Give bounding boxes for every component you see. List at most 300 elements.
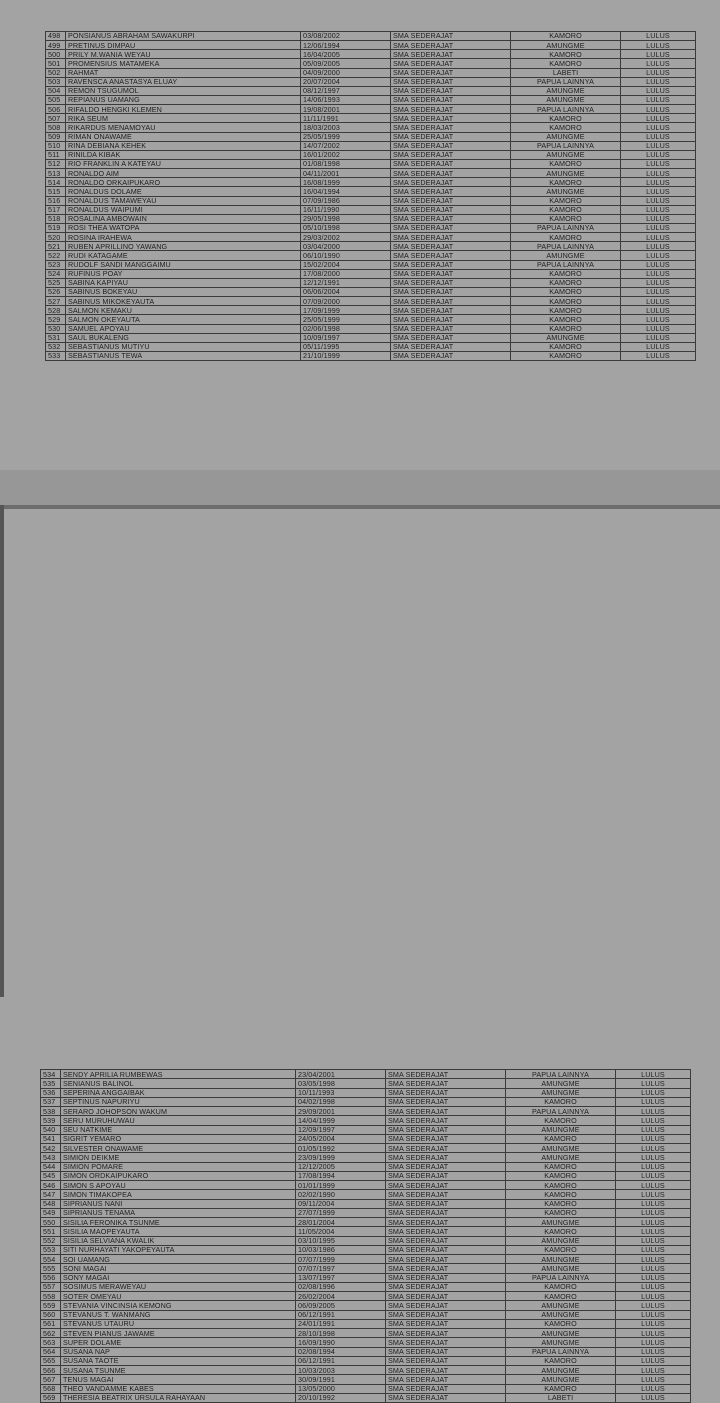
status-result: LULUS [616,1116,691,1125]
education-level: SMA SEDERAJAT [386,1070,506,1079]
education-level: SMA SEDERAJAT [391,196,511,205]
birth-date: 29/09/2001 [296,1107,386,1116]
candidate-name: ROSI THEA WATOPA [66,223,301,232]
tribe-group: KAMORO [511,342,621,351]
table-row [46,159,696,168]
tribe-group: AMUNGME [511,251,621,260]
education-level: SMA SEDERAJAT [391,214,511,223]
status-result: LULUS [621,269,696,278]
status-result: LULUS [616,1144,691,1153]
table-row [46,251,696,260]
birth-date: 09/11/2004 [296,1199,386,1208]
birth-date: 16/11/1990 [301,205,391,214]
candidate-name: SISILIA SELVIANA KWALIK [61,1236,296,1245]
table-row [46,342,696,351]
row-number: 506 [46,105,66,114]
tribe-group: KAMORO [511,233,621,242]
table-row [46,223,696,232]
candidate-name: SEBASTIANUS TEWA [66,351,301,360]
tribe-group: KAMORO [506,1116,616,1125]
birth-date: 06/09/2005 [296,1301,386,1310]
tribe-group: KAMORO [506,1190,616,1199]
candidate-name: RUDI KATAGAME [66,251,301,260]
candidate-name: SIMION DEIKME [61,1153,296,1162]
tribe-group: KAMORO [511,214,621,223]
row-number: 555 [41,1264,61,1273]
status-result: LULUS [621,169,696,178]
row-number: 551 [41,1227,61,1236]
row-number: 520 [46,233,66,242]
education-level: SMA SEDERAJAT [391,150,511,159]
birth-date: 04/11/2001 [301,169,391,178]
birth-date: 20/10/1992 [296,1393,386,1402]
row-number: 498 [46,32,66,41]
row-number: 533 [46,351,66,360]
table-row [46,86,696,95]
row-number: 521 [46,242,66,251]
tribe-group: AMUNGME [511,86,621,95]
table-row [46,306,696,315]
education-level: SMA SEDERAJAT [391,187,511,196]
status-result: LULUS [616,1292,691,1301]
birth-date: 07/07/1999 [296,1255,386,1264]
tribe-group: KAMORO [511,205,621,214]
table-row [46,68,696,77]
candidate-name: SAUL BUKALENG [66,333,301,342]
table-row [46,196,696,205]
row-number: 544 [41,1162,61,1171]
candidate-name: SERU MURUHUWAU [61,1116,296,1125]
status-result: LULUS [616,1319,691,1328]
education-level: SMA SEDERAJAT [391,141,511,150]
tribe-group: KAMORO [506,1384,616,1393]
tribe-group: KAMORO [511,278,621,287]
row-number: 542 [41,1144,61,1153]
row-number: 499 [46,41,66,50]
status-result: LULUS [616,1282,691,1291]
education-level: SMA SEDERAJAT [391,159,511,168]
tribe-group: PAPUA LAINNYA [506,1107,616,1116]
table-row [41,1245,691,1254]
birth-date: 23/04/2001 [296,1070,386,1079]
birth-date: 03/08/2002 [301,32,391,41]
tribe-group: AMUNGME [506,1125,616,1134]
education-level: SMA SEDERAJAT [391,315,511,324]
row-number: 532 [46,342,66,351]
education-level: SMA SEDERAJAT [386,1273,506,1282]
status-result: LULUS [616,1347,691,1356]
status-result: LULUS [621,159,696,168]
row-number: 510 [46,141,66,150]
row-number: 526 [46,287,66,296]
tribe-group: PAPUA LAINNYA [506,1070,616,1079]
candidate-name: SEPERINA ANGGAIBAK [61,1088,296,1097]
status-result: LULUS [616,1329,691,1338]
row-number: 531 [46,333,66,342]
tribe-group: KAMORO [506,1227,616,1236]
row-number: 522 [46,251,66,260]
education-level: SMA SEDERAJAT [386,1208,506,1217]
table-row [41,1107,691,1116]
education-level: SMA SEDERAJAT [386,1375,506,1384]
page-separator [0,470,720,505]
tribe-group: KAMORO [511,114,621,123]
row-number: 503 [46,77,66,86]
tribe-group: KAMORO [511,351,621,360]
table-row [41,1292,691,1301]
education-level: SMA SEDERAJAT [386,1153,506,1162]
row-number: 546 [41,1181,61,1190]
table-row [46,178,696,187]
education-level: SMA SEDERAJAT [386,1245,506,1254]
table-row [41,1255,691,1264]
row-number: 564 [41,1347,61,1356]
status-result: LULUS [616,1366,691,1375]
candidate-name: SIMON S APOYAU [61,1181,296,1190]
birth-date: 03/04/2000 [301,242,391,251]
birth-date: 07/09/2000 [301,297,391,306]
birth-date: 23/09/1999 [296,1153,386,1162]
table-row [46,50,696,59]
tribe-group: KAMORO [511,315,621,324]
candidate-name: RIO FRANKLIN A KATEYAU [66,159,301,168]
education-level: SMA SEDERAJAT [391,242,511,251]
tribe-group: AMUNGME [511,187,621,196]
status-result: LULUS [616,1236,691,1245]
tribe-group: AMUNGME [511,150,621,159]
row-number: 569 [41,1393,61,1402]
table-row [41,1079,691,1088]
candidate-name: RONALDO AIM [66,169,301,178]
table-row [41,1125,691,1134]
birth-date: 16/01/2002 [301,150,391,159]
status-result: LULUS [616,1088,691,1097]
birth-date: 06/06/2004 [301,287,391,296]
candidate-name: STEVANUS UTAURU [61,1319,296,1328]
status-result: LULUS [621,196,696,205]
table-row [41,1190,691,1199]
education-level: SMA SEDERAJAT [391,86,511,95]
table-row [46,242,696,251]
candidate-name: RONALDUS DOLAME [66,187,301,196]
status-result: LULUS [621,287,696,296]
table-row [41,1356,691,1365]
birth-date: 27/07/1999 [296,1208,386,1217]
birth-date: 24/05/2004 [296,1134,386,1143]
row-number: 534 [41,1070,61,1079]
candidate-name: PONSIANUS ABRAHAM SAWAKURPI [66,32,301,41]
row-number: 504 [46,86,66,95]
candidate-name: RIKARDUS MENAMOYAU [66,123,301,132]
education-level: SMA SEDERAJAT [391,251,511,260]
education-level: SMA SEDERAJAT [386,1301,506,1310]
education-level: SMA SEDERAJAT [391,324,511,333]
education-level: SMA SEDERAJAT [391,333,511,342]
birth-date: 05/09/2005 [301,59,391,68]
tribe-group: KAMORO [511,297,621,306]
tribe-group: KAMORO [511,287,621,296]
row-number: 566 [41,1366,61,1375]
status-result: LULUS [616,1107,691,1116]
education-level: SMA SEDERAJAT [391,205,511,214]
birth-date: 13/07/1997 [296,1273,386,1282]
education-level: SMA SEDERAJAT [391,123,511,132]
row-number: 508 [46,123,66,132]
birth-date: 14/04/1999 [296,1116,386,1125]
tribe-group: AMUNGME [506,1375,616,1384]
page-2-left-edge [0,505,4,997]
education-level: SMA SEDERAJAT [386,1255,506,1264]
candidate-name: ROSALINA AMBOWAIN [66,214,301,223]
row-number: 548 [41,1199,61,1208]
status-result: LULUS [616,1255,691,1264]
row-number: 516 [46,196,66,205]
candidate-name: SERARO JOHOPSON WAKUM [61,1107,296,1116]
row-number: 509 [46,132,66,141]
birth-date: 04/02/1998 [296,1097,386,1106]
education-level: SMA SEDERAJAT [386,1264,506,1273]
status-result: LULUS [616,1181,691,1190]
education-level: SMA SEDERAJAT [386,1236,506,1245]
status-result: LULUS [616,1301,691,1310]
tribe-group: PAPUA LAINNYA [511,223,621,232]
row-number: 539 [41,1116,61,1125]
birth-date: 25/05/1999 [301,132,391,141]
education-level: SMA SEDERAJAT [391,132,511,141]
row-number: 517 [46,205,66,214]
row-number: 554 [41,1255,61,1264]
education-level: SMA SEDERAJAT [391,32,511,41]
status-result: LULUS [616,1310,691,1319]
tribe-group: KAMORO [511,32,621,41]
candidate-name: SALMON KEMAKU [66,306,301,315]
tribe-group: KAMORO [506,1199,616,1208]
tribe-group: KAMORO [506,1208,616,1217]
education-level: SMA SEDERAJAT [386,1366,506,1375]
tribe-group: KAMORO [506,1162,616,1171]
row-number: 557 [41,1282,61,1291]
birth-date: 06/12/1991 [296,1356,386,1365]
status-result: LULUS [621,95,696,104]
results-table-page-2 [40,1069,691,1403]
status-result: LULUS [621,242,696,251]
status-result: LULUS [616,1153,691,1162]
table-row [41,1218,691,1227]
row-number: 507 [46,114,66,123]
candidate-name: RIFALDO HENGKI KLEMEN [66,105,301,114]
table-row [41,1134,691,1143]
table-row [46,32,696,41]
candidate-name: STEVANIA VINCINSIA KEMONG [61,1301,296,1310]
candidate-name: SITI NURHAYATI YAKOPEYAUTA [61,1245,296,1254]
status-result: LULUS [616,1070,691,1079]
table-row [46,169,696,178]
tribe-group: KAMORO [511,178,621,187]
status-result: LULUS [616,1264,691,1273]
status-result: LULUS [621,223,696,232]
status-result: LULUS [621,278,696,287]
education-level: SMA SEDERAJAT [386,1292,506,1301]
row-number: 568 [41,1384,61,1393]
candidate-name: ROSINA IRAHEWA [66,233,301,242]
status-result: LULUS [616,1273,691,1282]
education-level: SMA SEDERAJAT [391,269,511,278]
tribe-group: KAMORO [506,1171,616,1180]
table-row [41,1282,691,1291]
education-level: SMA SEDERAJAT [391,59,511,68]
status-result: LULUS [616,1162,691,1171]
candidate-name: RONALDUS TAMAWEYAU [66,196,301,205]
candidate-name: SIPRIANUS NANI [61,1199,296,1208]
row-number: 524 [46,269,66,278]
birth-date: 26/02/2004 [296,1292,386,1301]
birth-date: 16/09/1990 [296,1338,386,1347]
education-level: SMA SEDERAJAT [386,1125,506,1134]
education-level: SMA SEDERAJAT [391,306,511,315]
status-result: LULUS [621,114,696,123]
candidate-name: SONY MAGAI [61,1273,296,1282]
candidate-name: RINILDA KIBAK [66,150,301,159]
candidate-name: SIPRIANUS TENAMA [61,1208,296,1217]
birth-date: 16/04/2005 [301,50,391,59]
status-result: LULUS [616,1125,691,1134]
row-number: 560 [41,1310,61,1319]
tribe-group: PAPUA LAINNYA [511,77,621,86]
tribe-group: AMUNGME [511,132,621,141]
row-number: 523 [46,260,66,269]
status-result: LULUS [621,150,696,159]
candidate-name: RUDOLF SANDI MANGGAIMU [66,260,301,269]
education-level: SMA SEDERAJAT [386,1162,506,1171]
candidate-name: RUFINUS POAY [66,269,301,278]
row-number: 565 [41,1356,61,1365]
tribe-group: PAPUA LAINNYA [506,1273,616,1282]
candidate-name: SUPER DOLAME [61,1338,296,1347]
table-row [41,1116,691,1125]
tribe-group: AMUNGME [506,1153,616,1162]
candidate-name: SENIANUS BALINOL [61,1079,296,1088]
table-row [41,1366,691,1375]
row-number: 559 [41,1301,61,1310]
birth-date: 29/05/1998 [301,214,391,223]
education-level: SMA SEDERAJAT [386,1190,506,1199]
birth-date: 05/11/1995 [301,342,391,351]
tribe-group: AMUNGME [511,95,621,104]
tribe-group: KAMORO [511,159,621,168]
table-row [41,1338,691,1347]
table-row [46,205,696,214]
row-number: 502 [46,68,66,77]
birth-date: 02/02/1990 [296,1190,386,1199]
birth-date: 10/09/1997 [301,333,391,342]
birth-date: 01/05/1992 [296,1144,386,1153]
row-number: 528 [46,306,66,315]
status-result: LULUS [616,1375,691,1384]
candidate-name: RONALDUS WAIPUMI [66,205,301,214]
table-row [41,1208,691,1217]
table-row [41,1199,691,1208]
birth-date: 12/12/2005 [296,1162,386,1171]
status-result: LULUS [621,297,696,306]
table-row [41,1273,691,1282]
row-number: 527 [46,297,66,306]
education-level: SMA SEDERAJAT [386,1329,506,1338]
tribe-group: AMUNGME [506,1329,616,1338]
birth-date: 10/03/2003 [296,1366,386,1375]
results-table-page-1 [45,31,696,361]
row-number: 511 [46,150,66,159]
table-row [41,1264,691,1273]
education-level: SMA SEDERAJAT [386,1282,506,1291]
status-result: LULUS [616,1134,691,1143]
row-number: 543 [41,1153,61,1162]
birth-date: 17/08/2000 [301,269,391,278]
education-level: SMA SEDERAJAT [386,1199,506,1208]
row-number: 513 [46,169,66,178]
education-level: SMA SEDERAJAT [391,68,511,77]
education-level: SMA SEDERAJAT [391,351,511,360]
row-number: 501 [46,59,66,68]
status-result: LULUS [621,141,696,150]
status-result: LULUS [621,233,696,242]
table-row [46,41,696,50]
tribe-group: KAMORO [511,123,621,132]
row-number: 550 [41,1218,61,1227]
candidate-name: RUBEN APRILLINO YAWANG [66,242,301,251]
table-row [46,95,696,104]
table-row [41,1088,691,1097]
table-row [41,1097,691,1106]
table-row [41,1236,691,1245]
birth-date: 17/09/1999 [301,306,391,315]
row-number: 563 [41,1338,61,1347]
tribe-group: AMUNGME [506,1144,616,1153]
tribe-group: AMUNGME [506,1264,616,1273]
birth-date: 12/12/1991 [301,278,391,287]
tribe-group: KAMORO [506,1097,616,1106]
birth-date: 28/10/1998 [296,1329,386,1338]
candidate-name: SAMUEL APOYAU [66,324,301,333]
birth-date: 18/03/2003 [301,123,391,132]
table-row [46,187,696,196]
tribe-group: AMUNGME [506,1236,616,1245]
candidate-name: STEVEN PIANUS JAWAME [61,1329,296,1338]
education-level: SMA SEDERAJAT [391,77,511,86]
row-number: 552 [41,1236,61,1245]
table-row [41,1329,691,1338]
birth-date: 07/07/1997 [296,1264,386,1273]
education-level: SMA SEDERAJAT [386,1393,506,1402]
birth-date: 03/05/1998 [296,1079,386,1088]
education-level: SMA SEDERAJAT [386,1079,506,1088]
birth-date: 08/12/1997 [301,86,391,95]
tribe-group: KAMORO [506,1282,616,1291]
education-level: SMA SEDERAJAT [391,297,511,306]
document-page-2 [0,505,720,1403]
education-level: SMA SEDERAJAT [391,287,511,296]
table-row [41,1070,691,1079]
table-row [41,1393,691,1402]
status-result: LULUS [621,59,696,68]
tribe-group: AMUNGME [506,1310,616,1319]
birth-date: 03/10/1995 [296,1236,386,1245]
tribe-group: AMUNGME [506,1338,616,1347]
candidate-name: SUSANA TAOTE [61,1356,296,1365]
birth-date: 13/05/2000 [296,1384,386,1393]
status-result: LULUS [621,251,696,260]
row-number: 541 [41,1134,61,1143]
birth-date: 02/06/1998 [301,324,391,333]
